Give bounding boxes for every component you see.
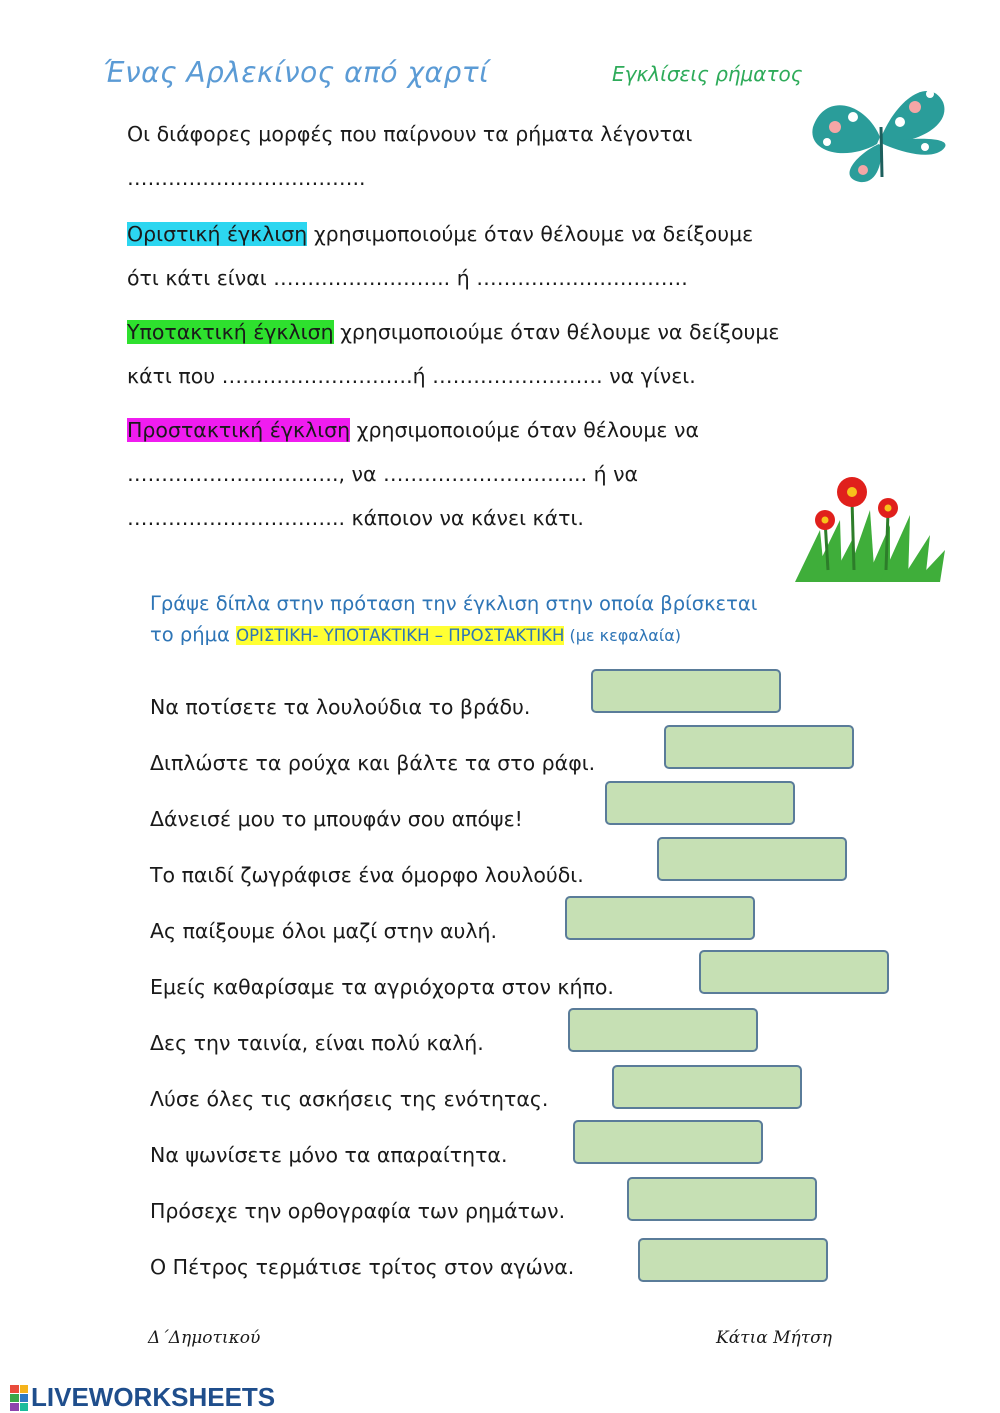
- answer-box-5[interactable]: [565, 896, 755, 940]
- subjunctive-label: Υποτακτική έγκλιση: [127, 320, 334, 344]
- subjunctive-paragraph: Υποτακτική έγκλιση χρησιμοποιούμε όταν θέλουμε να δείξουμε κάτι που ……………………….ή ……………………. να γίνει.: [127, 320, 780, 388]
- author-name: Κάτια Μήτση: [716, 1328, 832, 1348]
- flowers-icon: [790, 470, 950, 585]
- imperative-label: Προστακτική έγκλιση: [127, 418, 351, 442]
- worksheet-title: Ένας Αρλεκίνος από χαρτί: [103, 56, 490, 89]
- sentence-11: Ο Πέτρος τερμάτισε τρίτος στον αγώνα.: [150, 1255, 575, 1279]
- answer-box-3[interactable]: [605, 781, 795, 825]
- answer-box-1[interactable]: [591, 669, 781, 713]
- intro-paragraph: Οι διάφορες μορφές που παίρνουν τα ρήματα λέγονται ……………………………..: [127, 122, 693, 190]
- grade-label: Δ΄Δημοτικού: [148, 1328, 261, 1348]
- sentence-7: Δες την ταινία, είναι πολύ καλή.: [150, 1031, 484, 1055]
- sentence-3: Δάνεισέ μου το μπουφάν σου απόψε!: [150, 807, 523, 831]
- sentence-2: Διπλώστε τα ρούχα και βάλτε τα στο ράφι.: [150, 751, 596, 775]
- worksheet-subtitle: Εγκλίσεις ρήματος: [612, 62, 803, 86]
- imperative-paragraph: Προστακτική έγκλιση χρησιμοποιούμε όταν θέλουμε να …………………………., να ………………………... ή να ………………………….. κάποιον να κάνει κάτι.: [127, 418, 699, 530]
- mood-options-highlight: ΟΡΙΣΤΙΚΗ- ΥΠΟΤΑΚΤΙΚΗ – ΠΡΟΣΤΑΚΤΙΚΗ: [236, 626, 565, 645]
- liveworksheets-logo: LIVEWORKSHEETS: [10, 1382, 275, 1413]
- answer-box-8[interactable]: [612, 1065, 802, 1109]
- sentence-10: Πρόσεχε την ορθογραφία των ρημάτων.: [150, 1199, 566, 1223]
- liveworksheets-logo-icon: [10, 1385, 28, 1411]
- answer-box-10[interactable]: [627, 1177, 817, 1221]
- sentence-1: Να ποτίσετε τα λουλούδια το βράδυ.: [150, 695, 531, 719]
- sentence-4: Το παιδί ζωγράφισε ένα όμορφο λουλούδι.: [150, 863, 584, 887]
- answer-box-2[interactable]: [664, 725, 854, 769]
- answer-box-4[interactable]: [657, 837, 847, 881]
- indicative-label: Οριστική έγκλιση: [127, 222, 308, 246]
- exercise-instruction: Γράψε δίπλα στην πρόταση την έγκλιση στην οποία βρίσκεται το ρήμα ΟΡΙΣΤΙΚΗ- ΥΠΟΤΑΚΤΙΚΗ – ΠΡΟΣΤΑΚΤΙΚΗ (με κεφαλαία): [150, 592, 758, 646]
- sentence-5: Ας παίξουμε όλοι μαζί στην αυλή.: [150, 919, 497, 943]
- answer-box-7[interactable]: [568, 1008, 758, 1052]
- indicative-paragraph: Οριστική έγκλιση χρησιμοποιούμε όταν θέλουμε να δείξουμε ότι κάτι είναι …………………….. ή ………………………….: [127, 222, 754, 290]
- sentence-8: Λύσε όλες τις ασκήσεις της ενότητας.: [150, 1087, 549, 1111]
- sentence-6: Εμείς καθαρίσαμε τα αγριόχορτα στον κήπο.: [150, 975, 614, 999]
- sentence-9: Να ψωνίσετε μόνο τα απαραίτητα.: [150, 1143, 508, 1167]
- answer-box-9[interactable]: [573, 1120, 763, 1164]
- answer-box-11[interactable]: [638, 1238, 828, 1282]
- answer-box-6[interactable]: [699, 950, 889, 994]
